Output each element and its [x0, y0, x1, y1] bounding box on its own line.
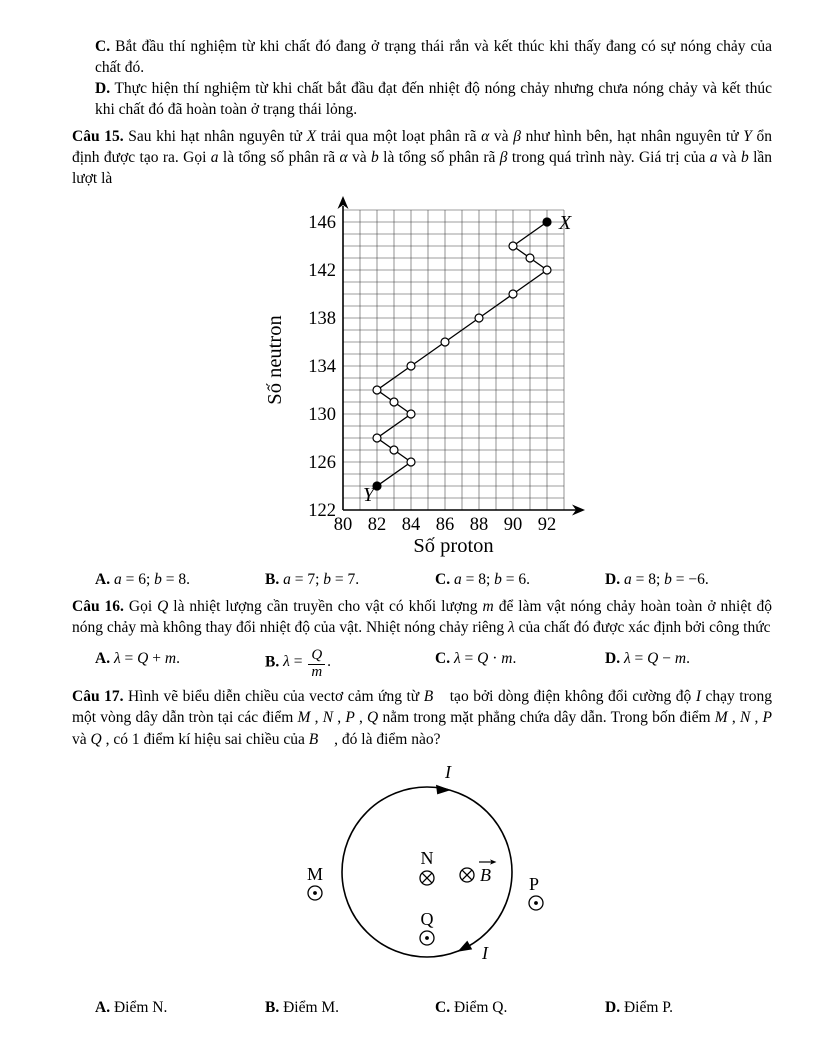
option-label: A. — [95, 570, 111, 588]
context-option-c — [95, 36, 772, 78]
q17-option-b — [265, 997, 435, 1018]
field-into-page-icon — [460, 868, 474, 882]
svg-text:X: X — [559, 211, 572, 234]
current-label-top: I — [445, 761, 451, 782]
svg-text:142: 142 — [308, 260, 336, 281]
option-text: Bắt đầu thí nghiệm từ khi chất đó đang ở trạng thái rắn và kết thúc khi thấy đang có sự nóng chảy của chất đó. — [95, 38, 772, 77]
svg-text:Y: Y — [363, 483, 375, 506]
svg-text:138: 138 — [308, 308, 336, 329]
point-label-m: M — [306, 863, 324, 884]
question-17 — [72, 686, 772, 749]
question-text: Gọi Q là nhiệt lượng cần truyền cho vật có khối lượng m để làm vật nóng chảy hoàn toàn ở nhiệt độ nóng chảy mà không thay đổi nhiệt độ của vật. Nhiệt nóng chảy riêng λ của chất đó được xác định bởi công thức — [72, 597, 772, 636]
context-option-d — [95, 78, 772, 120]
option-text: a = 6; b = 8. — [113, 570, 191, 588]
option-text: Điểm M. — [283, 998, 340, 1016]
svg-text:134: 134 — [308, 356, 336, 377]
decay-chart — [265, 194, 589, 558]
q16-option-a — [95, 648, 265, 681]
q17-options — [95, 997, 772, 1018]
svg-text:84: 84 — [401, 514, 421, 535]
svg-text:122: 122 — [308, 500, 336, 521]
q17-option-d — [605, 997, 772, 1018]
q16-option-c — [435, 648, 605, 681]
option-label: B. — [265, 570, 280, 588]
option-label: C. — [435, 570, 451, 588]
svg-text:Số neutron: Số neutron — [265, 314, 286, 405]
q17-option-a — [95, 997, 265, 1018]
q17-option-c — [435, 997, 605, 1018]
current-arrow-top — [436, 784, 451, 794]
question-number: Câu 15. — [72, 128, 124, 146]
option-label: C. — [435, 998, 451, 1016]
option-label: A. — [95, 998, 111, 1016]
decay-chart-figure — [265, 194, 772, 564]
option-label: B. — [265, 653, 280, 671]
svg-text:Số proton: Số proton — [413, 534, 494, 557]
q15-option-a — [95, 569, 265, 590]
field-out-of-page-icon — [420, 931, 434, 945]
field-out-of-page-icon — [308, 886, 322, 900]
question-15 — [72, 126, 772, 189]
option-label: D. — [605, 998, 621, 1016]
q15-option-b — [265, 569, 435, 590]
field-into-page-icon — [420, 871, 434, 885]
q16-option-b — [265, 648, 435, 681]
point-label-p: P — [528, 873, 540, 894]
question-number: Câu 17. — [72, 688, 124, 706]
option-label: D. — [605, 649, 621, 667]
option-text: λ = $\frac{Q}{m}$ . — [283, 646, 332, 680]
vector-arrow-icon — [479, 859, 497, 864]
svg-text:126: 126 — [308, 452, 336, 473]
svg-text:92: 92 — [537, 514, 557, 535]
option-label: C. — [95, 38, 111, 55]
svg-text:80: 80 — [333, 514, 353, 535]
question-text: Hình vẽ biểu diễn chiều của vectơ cảm ứng từ B⃗ tạo bởi dòng điện không đổi cường độ I chạy trong một vòng dây dẫn tròn tại các điểm M , N , P , Q nằm trong mặt phẳng chứa dây dẫn. Trong bốn điểm M , N , P và Q , có 1 điểm kí hiệu sai chiều của B⃗ , đó là điểm nào? — [72, 688, 773, 748]
option-text: λ = Q · m. — [453, 649, 517, 667]
option-label: A. — [95, 649, 111, 667]
svg-text:130: 130 — [308, 404, 336, 425]
option-text: Điểm P. — [623, 998, 674, 1016]
option-text: a = 7; b = 7. — [283, 570, 360, 588]
q15-options — [95, 569, 772, 590]
option-label: D. — [605, 570, 621, 588]
q16-options — [95, 648, 772, 681]
option-label: C. — [435, 649, 451, 667]
q16-option-d — [605, 648, 772, 681]
q15-option-c — [435, 569, 605, 590]
question-number: Câu 16. — [72, 597, 124, 615]
q15-option-d — [605, 569, 772, 590]
point-label-q: Q — [420, 908, 434, 929]
current-label-bottom: I — [482, 942, 488, 963]
option-text: Điểm N. — [113, 998, 168, 1016]
field-vector-label: B — [480, 864, 491, 885]
svg-text:82: 82 — [367, 514, 387, 535]
field-out-of-page-icon — [529, 896, 543, 910]
svg-text:90: 90 — [503, 514, 523, 535]
option-text: a = 8; b = 6. — [453, 570, 531, 588]
current-loop-figure — [212, 760, 772, 992]
current-loop-diagram — [212, 760, 632, 986]
option-text: λ = Q − m. — [623, 649, 690, 667]
point-label-n: N — [420, 847, 434, 868]
option-text: Thực hiện thí nghiệm từ khi chất bắt đầu đạt đến nhiệt độ nóng chảy nhưng chưa nóng chảy và kết thúc khi chất đó đã hoàn toàn ở trạng thái lỏng. — [95, 80, 772, 119]
option-label: B. — [265, 998, 280, 1016]
option-label: D. — [95, 80, 111, 98]
option-text: Điểm Q. — [453, 998, 508, 1016]
option-text: a = 8; b = −6. — [623, 570, 709, 588]
current-arrow-bottom — [458, 940, 473, 951]
question-16 — [72, 596, 772, 638]
question-text: Sau khi hạt nhân nguyên tử X trải qua một loạt phân rã α và β như hình bên, hạt nhân nguyên tử Y ổn định được tạo ra. Gọi a là tổng số phân rã α và b là tổng số phân rã β trong quá trình này. Giá trị của a và b lần lượt là — [72, 128, 773, 188]
svg-text:88: 88 — [469, 514, 489, 535]
option-text: λ = Q + m. — [113, 649, 180, 667]
svg-text:86: 86 — [435, 514, 455, 535]
svg-text:146: 146 — [308, 212, 336, 233]
